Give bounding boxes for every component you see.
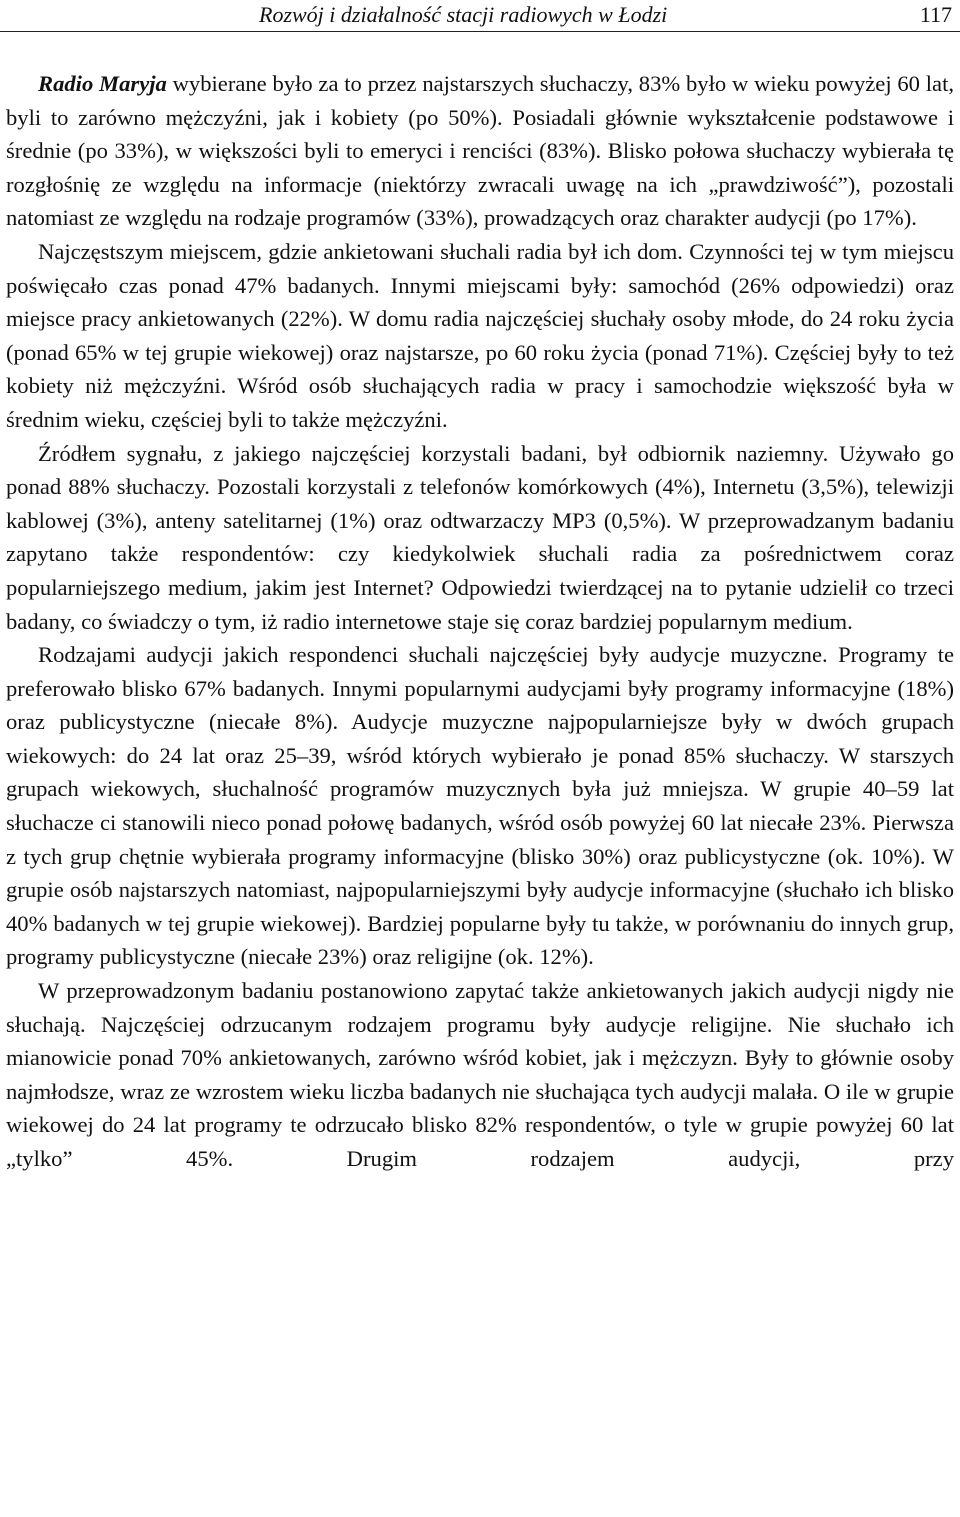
paragraph-rejected-programs: W przeprowadzonym badaniu postanowiono zapytać także ankietowanych jakich audycji nigdy nie słuchają. Najczęściej odrzucanym rodzajem programu były audycje religijne. Nie słuchało ich mianowicie ponad 70% ankietowanych, zarówno wśród kobiet, jak i mężczyzn. Były to głównie osoby najmłodsze, wraz ze wzrostem wieku liczba badanych nie słuchająca tych audycji malała. O ile w grupie wiekowej do 24 lat programy te odrzucało blisko 82% respondentów, o tyle w grupie powyżej 60 lat „tylko” 45%. Drugim rodzajem audycji, przy xyxy=(6,978,954,1171)
paragraph-signal-source: Źródłem sygnału, z jakiego najczęściej korzystali badani, był odbiornik naziemny. Używało go ponad 88% słuchaczy. Pozostali korzystali z telefonów komórkowych (4%), Internetu (3,5%), telewizji kablowej (3%), anteny satelitarnej (1%) oraz odtwarzaczy MP3 (0,5%). W przeprowadzanym badaniu zapytano także respondentów: czy kiedykolwiek słuchali radia za pośrednictwem coraz popularniejszego medium, jakim jest Internet? Odpowiedzi twierdzącej na to pytanie udzielił co trzeci badany, co świadczy o tym, iż radio internetowe staje się coraz bardziej popularnym medium. xyxy=(6,440,954,634)
paragraph-radio-maryja xyxy=(6,67,954,235)
body-text xyxy=(6,67,954,1176)
running-header xyxy=(0,0,960,33)
header-rule xyxy=(0,31,960,32)
paragraph-listening-place: Najczęstszym miejscem, gdzie ankietowani słuchali radia był ich dom. Czynności tej w tym miejscu poświęcało czas ponad 47% badanych. Innymi miejscami były: samochód (26% odpowiedzi) oraz miejsce pracy ankietowanych (22%). W domu radia najczęściej słuchały osoby młode, do 24 roku życia (ponad 65% w tej grupie wiekowej) oraz najstarsze, po 60 roku życia (ponad 71%). Częściej były to też kobiety niż mężczyźni. Wśród osób słuchających radia w pracy i samochodzie większość była w średnim wieku, częściej byli to także mężczyźni. xyxy=(6,238,954,432)
paragraph-program-types: Rodzajami audycji jakich respondenci słuchali najczęściej były audycje muzyczne. Programy te preferowało blisko 67% badanych. Innymi popularnymi audycjami były programy informacyjne (18%) oraz publicystyczne (niecałe 8%). Audycje muzyczne najpopularniejsze były w dwóch grupach wiekowych: do 24 lat oraz 25–39, wśród których wybierało je ponad 85% słuchaczy. W starszych grupach wiekowych, słuchalność programów muzycznych była już mniejsza. W grupie 40–59 lat słuchacze ci stanowili nieco ponad połowę badanych, wśród osób powyżej 60 lat niecałe 23%. Pierwsza z tych grup chętnie wybierała programy informacyjne (blisko 30%) oraz publicystyczne (ok. 10%). W grupie osób najstarszych natomiast, najpopularniejszymi były audycje informacyjne (słuchało ich blisko 40% badanych w tej grupie wiekowej). Bardziej popularne były tu także, w porównaniu do innych grup, programy publicystyczne (niecałe 23%) oraz religijne (ok. 12%). xyxy=(6,642,954,970)
paragraph-text: wybierane było za to przez najstarszych słuchaczy, 83% było w wieku powyżej 60 lat, byli to zarówno mężczyźni, jak i kobiety (po 50%). Posiadali głównie wykształcenie podstawowe i średnie (po 33%), w większości byli to emeryci i renciści (83%). Blisko połowa słuchaczy wybierała tę rozgłośnię ze względu na informacje (niektórzy zwracali uwagę na ich „prawdziwość”), pozostali natomiast ze względu na rodzaje programów (33%), prowadzących oraz charakter audycji (po 17%). xyxy=(6,71,954,231)
running-title: Rozwój i działalność stacji radiowych w Łodzi xyxy=(259,2,668,27)
station-name: Radio Maryja xyxy=(38,71,167,96)
page-number: 117 xyxy=(919,2,952,27)
